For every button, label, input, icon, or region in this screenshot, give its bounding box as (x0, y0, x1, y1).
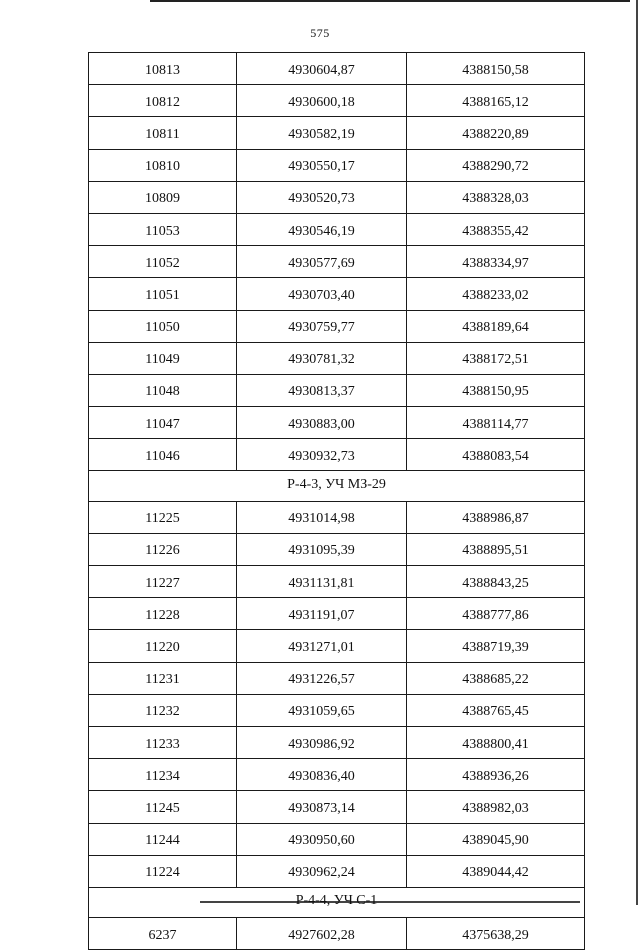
y-coordinate-cell: 4388150,95 (407, 374, 585, 406)
table-row (89, 181, 585, 213)
x-coordinate-cell: 4930836,40 (237, 759, 407, 791)
table-row (89, 53, 585, 85)
y-coordinate-cell: 4388843,25 (407, 566, 585, 598)
table-row (89, 85, 585, 117)
table-row (89, 855, 585, 887)
table-row (89, 246, 585, 278)
y-coordinate-cell: 4388765,45 (407, 694, 585, 726)
table-row (89, 918, 585, 950)
point-number-cell: 11049 (89, 342, 237, 374)
x-coordinate-cell: 4930550,17 (237, 149, 407, 181)
x-coordinate-cell: 4931095,39 (237, 533, 407, 565)
table-row (89, 726, 585, 758)
table-row (89, 149, 585, 181)
x-coordinate-cell: 4930582,19 (237, 117, 407, 149)
section-header-row (89, 471, 585, 501)
table-row (89, 759, 585, 791)
x-coordinate-cell: 4930950,60 (237, 823, 407, 855)
x-coordinate-cell: 4930604,87 (237, 53, 407, 85)
y-coordinate-cell: 4388083,54 (407, 439, 585, 471)
point-number-cell: 11245 (89, 791, 237, 823)
point-number-cell: 11233 (89, 726, 237, 758)
point-number-cell: 11234 (89, 759, 237, 791)
y-coordinate-cell: 4388719,39 (407, 630, 585, 662)
table-row (89, 630, 585, 662)
y-coordinate-cell: 4389044,42 (407, 855, 585, 887)
point-number-cell: 6237 (89, 918, 237, 950)
x-coordinate-cell: 4930577,69 (237, 246, 407, 278)
table-row (89, 791, 585, 823)
coordinates-table (88, 52, 585, 950)
y-coordinate-cell: 4375638,29 (407, 918, 585, 950)
y-coordinate-cell: 4388982,03 (407, 791, 585, 823)
table-row (89, 501, 585, 533)
point-number-cell: 11225 (89, 501, 237, 533)
x-coordinate-cell: 4930759,77 (237, 310, 407, 342)
coordinates-table-body (89, 53, 585, 950)
y-coordinate-cell: 4388290,72 (407, 149, 585, 181)
scan-edge-top (150, 0, 630, 2)
table-row (89, 374, 585, 406)
x-coordinate-cell: 4930520,73 (237, 181, 407, 213)
y-coordinate-cell: 4388685,22 (407, 662, 585, 694)
x-coordinate-cell: 4927602,28 (237, 918, 407, 950)
table-row (89, 342, 585, 374)
point-number-cell: 11051 (89, 278, 237, 310)
y-coordinate-cell: 4388355,42 (407, 213, 585, 245)
y-coordinate-cell: 4388189,64 (407, 310, 585, 342)
point-number-cell: 11048 (89, 374, 237, 406)
y-coordinate-cell: 4388172,51 (407, 342, 585, 374)
table-row (89, 533, 585, 565)
y-coordinate-cell: 4388895,51 (407, 533, 585, 565)
x-coordinate-cell: 4930813,37 (237, 374, 407, 406)
x-coordinate-cell: 4931131,81 (237, 566, 407, 598)
point-number-cell: 11046 (89, 439, 237, 471)
point-number-cell: 11052 (89, 246, 237, 278)
x-coordinate-cell: 4931191,07 (237, 598, 407, 630)
point-number-cell: 11224 (89, 855, 237, 887)
point-number-cell: 11050 (89, 310, 237, 342)
x-coordinate-cell: 4930600,18 (237, 85, 407, 117)
y-coordinate-cell: 4388936,26 (407, 759, 585, 791)
y-coordinate-cell: 4388800,41 (407, 726, 585, 758)
point-number-cell: 11228 (89, 598, 237, 630)
section-header-row (89, 887, 585, 917)
table-row (89, 310, 585, 342)
point-number-cell: 10811 (89, 117, 237, 149)
y-coordinate-cell: 4388150,58 (407, 53, 585, 85)
y-coordinate-cell: 4388334,97 (407, 246, 585, 278)
table-row (89, 407, 585, 439)
x-coordinate-cell: 4930883,00 (237, 407, 407, 439)
point-number-cell: 10813 (89, 53, 237, 85)
point-number-cell: 10810 (89, 149, 237, 181)
y-coordinate-cell: 4388114,77 (407, 407, 585, 439)
y-coordinate-cell: 4388777,86 (407, 598, 585, 630)
y-coordinate-cell: 4388233,02 (407, 278, 585, 310)
scan-edge-right (636, 0, 638, 905)
point-number-cell: 11226 (89, 533, 237, 565)
table-row (89, 662, 585, 694)
y-coordinate-cell: 4388220,89 (407, 117, 585, 149)
table-row (89, 278, 585, 310)
point-number-cell: 10812 (89, 85, 237, 117)
table-row (89, 598, 585, 630)
y-coordinate-cell: 4388986,87 (407, 501, 585, 533)
x-coordinate-cell: 4930873,14 (237, 791, 407, 823)
x-coordinate-cell: 4931271,01 (237, 630, 407, 662)
x-coordinate-cell: 4930546,19 (237, 213, 407, 245)
point-number-cell: 11232 (89, 694, 237, 726)
x-coordinate-cell: 4931059,65 (237, 694, 407, 726)
y-coordinate-cell: 4388165,12 (407, 85, 585, 117)
table-row (89, 694, 585, 726)
point-number-cell: 11244 (89, 823, 237, 855)
y-coordinate-cell: 4389045,90 (407, 823, 585, 855)
point-number-cell: 10809 (89, 181, 237, 213)
table-row (89, 213, 585, 245)
point-number-cell: 11047 (89, 407, 237, 439)
point-number-cell: 11231 (89, 662, 237, 694)
table-row (89, 823, 585, 855)
x-coordinate-cell: 4930932,73 (237, 439, 407, 471)
x-coordinate-cell: 4930703,40 (237, 278, 407, 310)
table-row (89, 117, 585, 149)
table-row (89, 439, 585, 471)
point-number-cell: 11220 (89, 630, 237, 662)
x-coordinate-cell: 4930986,92 (237, 726, 407, 758)
point-number-cell: 11227 (89, 566, 237, 598)
x-coordinate-cell: 4931226,57 (237, 662, 407, 694)
point-number-cell: 11053 (89, 213, 237, 245)
table-row (89, 566, 585, 598)
x-coordinate-cell: 4930781,32 (237, 342, 407, 374)
page-number: 575 (310, 26, 330, 40)
x-coordinate-cell: 4930962,24 (237, 855, 407, 887)
x-coordinate-cell: 4931014,98 (237, 501, 407, 533)
y-coordinate-cell: 4388328,03 (407, 181, 585, 213)
section-label: Р-4-3, УЧ МЗ-29 (89, 471, 585, 501)
section-label: Р-4-4, УЧ С-1 (89, 887, 585, 917)
